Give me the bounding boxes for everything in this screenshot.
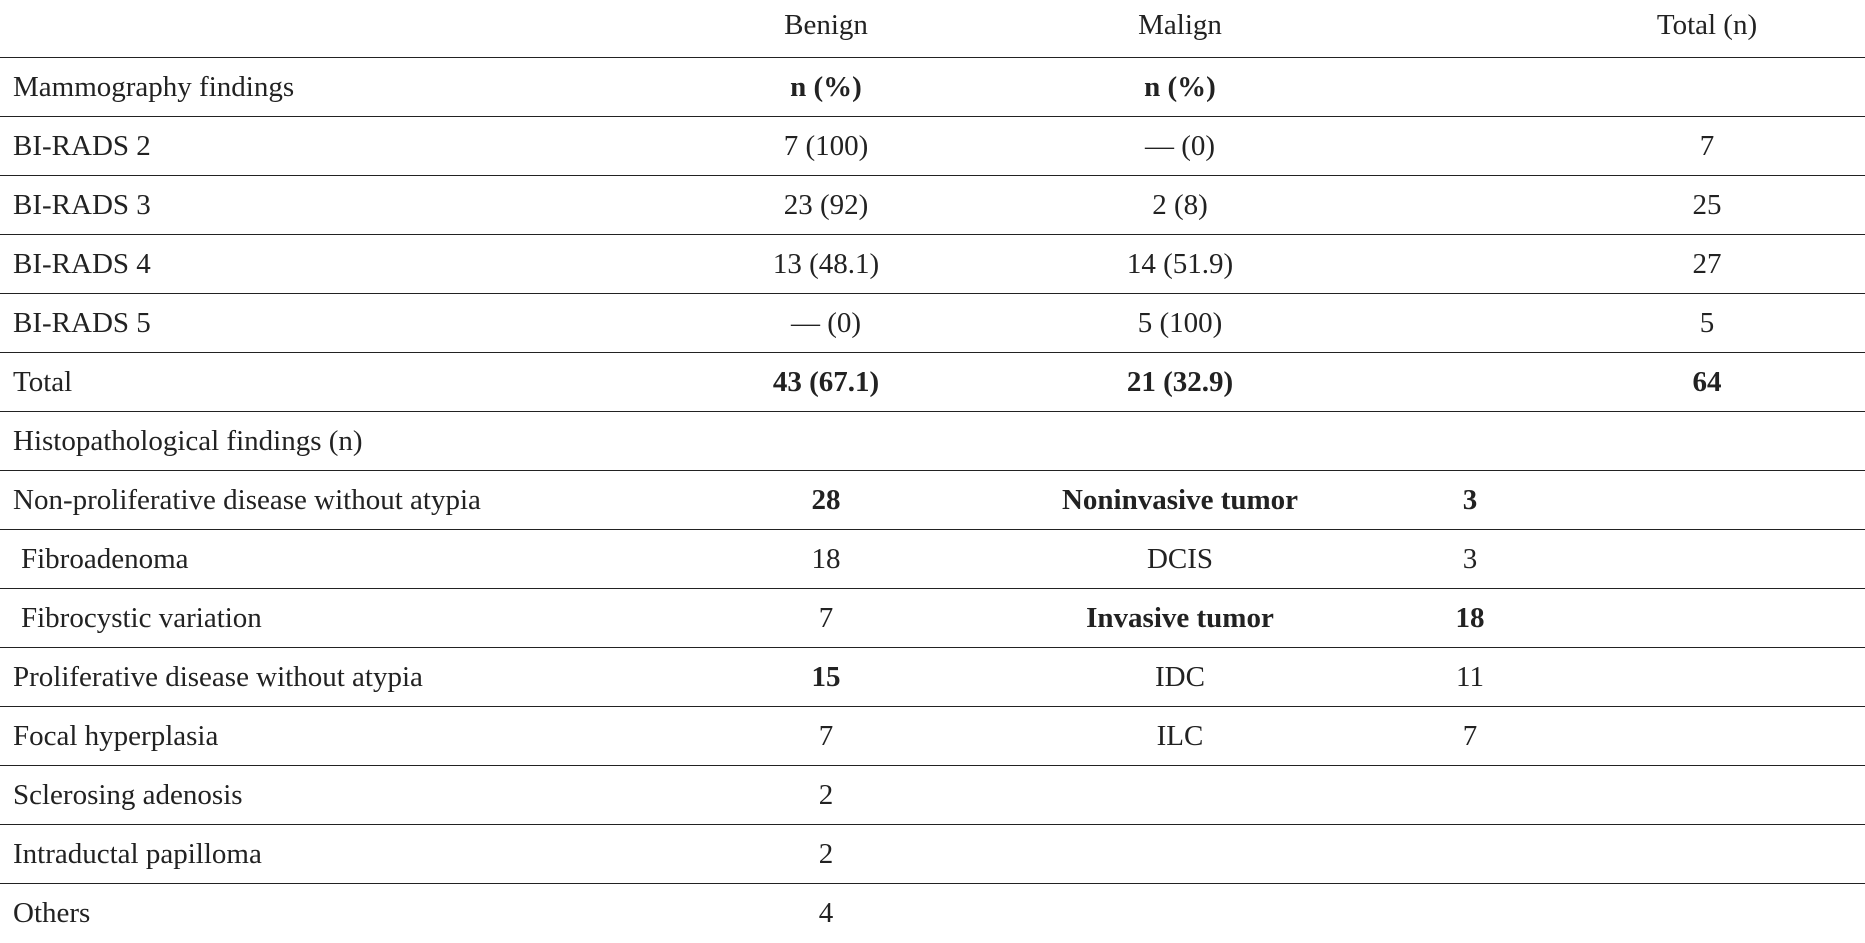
malign-category: DCIS — [1146, 542, 1214, 575]
row-label: Mammography findings — [13, 70, 295, 103]
malign-category: ILC — [1156, 719, 1204, 752]
table-header-row — [0, 0, 1865, 58]
benign-count: 4 — [818, 897, 834, 929]
table-row — [0, 648, 1865, 707]
total-value: 7 — [1699, 129, 1715, 162]
benign-count: 7 — [818, 601, 834, 634]
row-label: Others — [13, 897, 91, 929]
table-row — [0, 825, 1865, 884]
row-label: Sclerosing adenosis — [13, 778, 243, 811]
malign-count: 18 — [1455, 601, 1485, 634]
row-label: Total — [13, 365, 73, 398]
benign-unit-label: n (%) — [790, 70, 862, 103]
table-row — [0, 766, 1865, 825]
malign-total-value: 21 (32.9) — [1126, 365, 1234, 398]
malign-count: 3 — [1462, 542, 1478, 575]
column-header-benign: Benign — [784, 9, 868, 41]
table-row-total — [0, 353, 1865, 412]
column-header-total: Total (n) — [1656, 9, 1758, 41]
row-label: BI-RADS 5 — [13, 306, 151, 339]
malign-value: 14 (51.9) — [1126, 247, 1234, 280]
malign-value: 5 (100) — [1137, 306, 1223, 339]
malign-category: Noninvasive tumor — [1061, 483, 1299, 516]
table-row — [0, 530, 1865, 589]
table-row — [0, 294, 1865, 353]
malign-count: 7 — [1462, 719, 1478, 752]
row-label: BI-RADS 4 — [13, 247, 151, 280]
benign-value: — (0) — [790, 306, 862, 339]
benign-count: 18 — [811, 542, 841, 575]
total-value: 25 — [1692, 188, 1722, 221]
table-row — [0, 589, 1865, 648]
table-row — [0, 471, 1865, 530]
malign-value: 2 (8) — [1152, 188, 1208, 221]
column-header-malign: Malign — [1138, 9, 1222, 41]
row-label: Focal hyperplasia — [13, 719, 219, 752]
benign-count: 28 — [811, 483, 841, 516]
table-row — [0, 412, 1865, 471]
malign-count: 3 — [1462, 483, 1478, 516]
grand-total-value: 64 — [1692, 365, 1722, 398]
benign-value: 23 (92) — [783, 188, 869, 221]
malign-count: 11 — [1456, 660, 1484, 693]
row-label: BI-RADS 3 — [13, 188, 151, 221]
benign-count: 2 — [818, 778, 834, 811]
benign-value: 13 (48.1) — [772, 247, 880, 280]
benign-value: 7 (100) — [783, 129, 869, 162]
malign-category: IDC — [1155, 660, 1205, 693]
malign-value: — (0) — [1144, 129, 1216, 162]
table-row — [0, 117, 1865, 176]
benign-count: 2 — [818, 837, 834, 870]
table-row — [0, 235, 1865, 294]
malign-unit-label: n (%) — [1144, 70, 1216, 103]
total-value: 5 — [1699, 306, 1715, 339]
total-value: 27 — [1692, 247, 1722, 280]
table-row — [0, 884, 1865, 943]
row-label: Non-proliferative disease without atypia — [13, 483, 481, 516]
table-row — [0, 176, 1865, 235]
benign-total-value: 43 (67.1) — [772, 365, 880, 398]
row-label: Fibroadenoma — [21, 542, 189, 575]
table-row — [0, 58, 1865, 117]
malign-category: Invasive tumor — [1086, 601, 1274, 634]
table-row — [0, 707, 1865, 766]
row-label: Intraductal papilloma — [13, 837, 262, 870]
section-label: Histopathological findings (n) — [13, 424, 363, 457]
benign-count: 15 — [811, 660, 841, 693]
benign-count: 7 — [818, 719, 834, 752]
row-label: Proliferative disease without atypia — [13, 660, 423, 693]
row-label: Fibrocystic variation — [21, 601, 262, 634]
row-label: BI-RADS 2 — [13, 129, 151, 162]
